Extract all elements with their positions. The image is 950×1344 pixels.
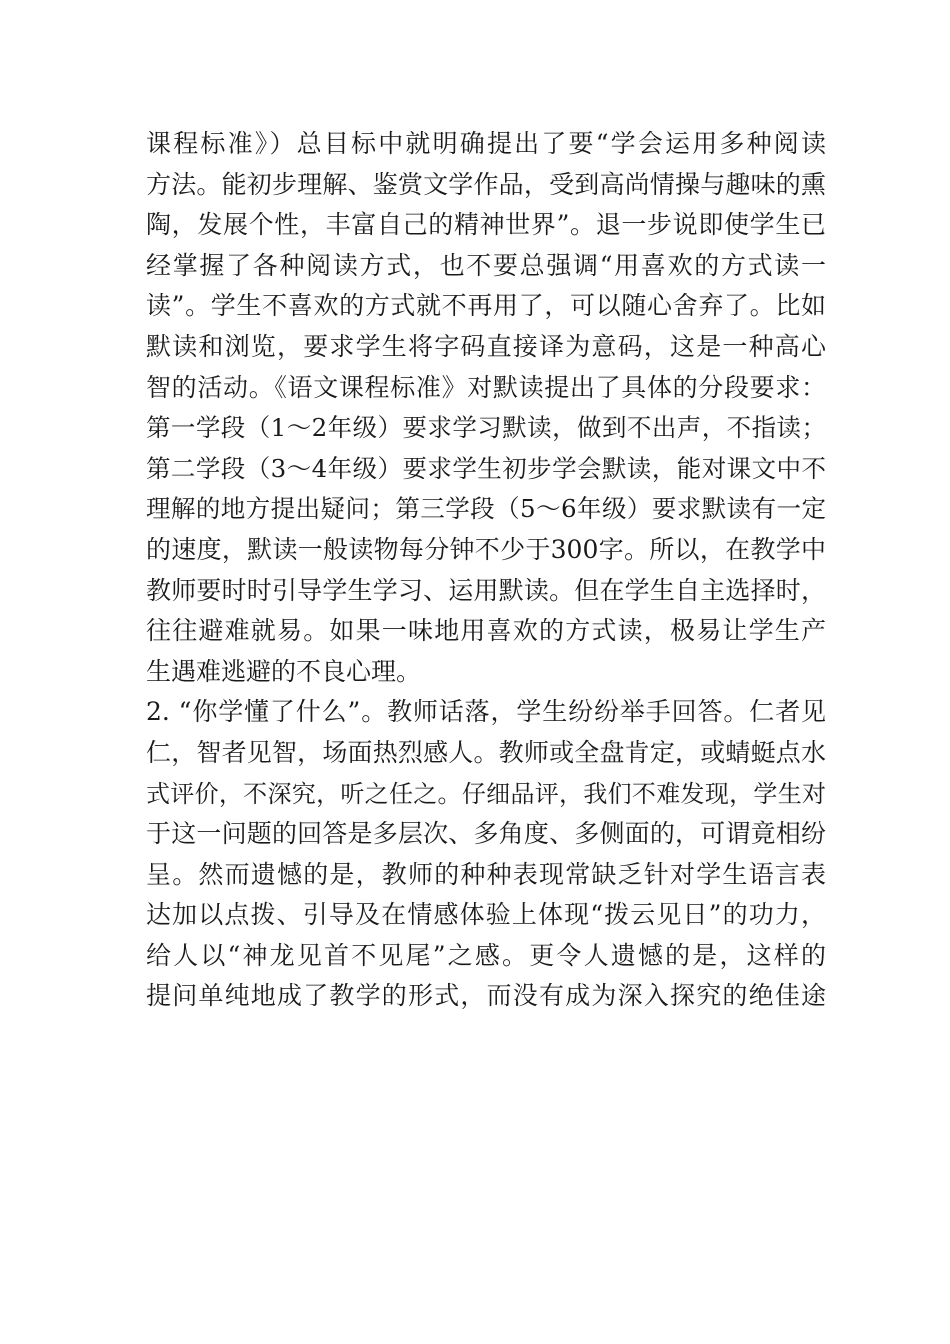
text-line: 提问单纯地成了教学的形式，而没有成为深入探究的绝佳途 — [146, 981, 826, 1011]
text-line: 往往避难就易。如果一味地用喜欢的方式读，极易让学生产 — [146, 616, 826, 646]
text-line: 呈。然而遗憾的是，教师的种种表现常缺乏针对学生语言表 — [146, 859, 826, 889]
text-line: 读”。学生不喜欢的方式就不再用了，可以随心舍弃了。比如 — [146, 291, 826, 321]
text-line: 于这一问题的回答是多层次、多角度、多侧面的，可谓竟相纷 — [146, 819, 826, 849]
text-line: 给人以“神龙见首不见尾”之感。更令人遗憾的是，这样的 — [146, 940, 826, 970]
text-line: 式评价，不深究，听之任之。仔细品评，我们不难发现，学生对 — [146, 779, 826, 808]
text-line: 生遇难逃避的不良心理。 — [146, 656, 422, 686]
text-line: 第一学段（1～2年级）要求学习默读，做到不出声，不指读； — [146, 413, 826, 443]
text-line: 理解的地方提出疑问；第三学段（5～6年级）要求默读有一定 — [146, 494, 826, 524]
text-line: 的速度，默读一般读物每分钟不少于300字。所以，在教学中 — [146, 534, 826, 564]
text-line: 智的活动。《语文课程标准》对默读提出了具体的分段要求： — [146, 372, 826, 402]
text-line: 经掌握了各种阅读方式，也不要总强调“用喜欢的方式读一 — [146, 250, 826, 280]
text-line: 教师要时时引导学生学习、运用默读。但在学生自主选择时， — [146, 575, 826, 605]
text-line: 陶，发展个性，丰富自己的精神世界”。退一步说即使学生已 — [146, 210, 826, 240]
text-line: 课程标准》）总目标中就明确提出了要“学会运用多种阅读 — [146, 129, 826, 158]
text-line: 达加以点拨、引导及在情感体验上体现“拨云见日”的功力， — [146, 900, 826, 930]
text-line: 2. “你学懂了什么”。教师话落，学生纷纷举手回答。仁者见 — [146, 697, 826, 727]
body-text — [146, 124, 826, 1017]
text-line: 第二学段（3～4年级）要求学生初步学会默读，能对课文中不 — [146, 453, 826, 483]
text-line: 默读和浏览，要求学生将字码直接译为意码，这是一种高心 — [146, 331, 826, 361]
text-line: 仁，智者见智，场面热烈感人。教师或全盘肯定，或蜻蜓点水 — [146, 737, 826, 767]
text-line: 方法。能初步理解、鉴赏文学作品，受到高尚情操与趣味的熏 — [146, 169, 826, 199]
